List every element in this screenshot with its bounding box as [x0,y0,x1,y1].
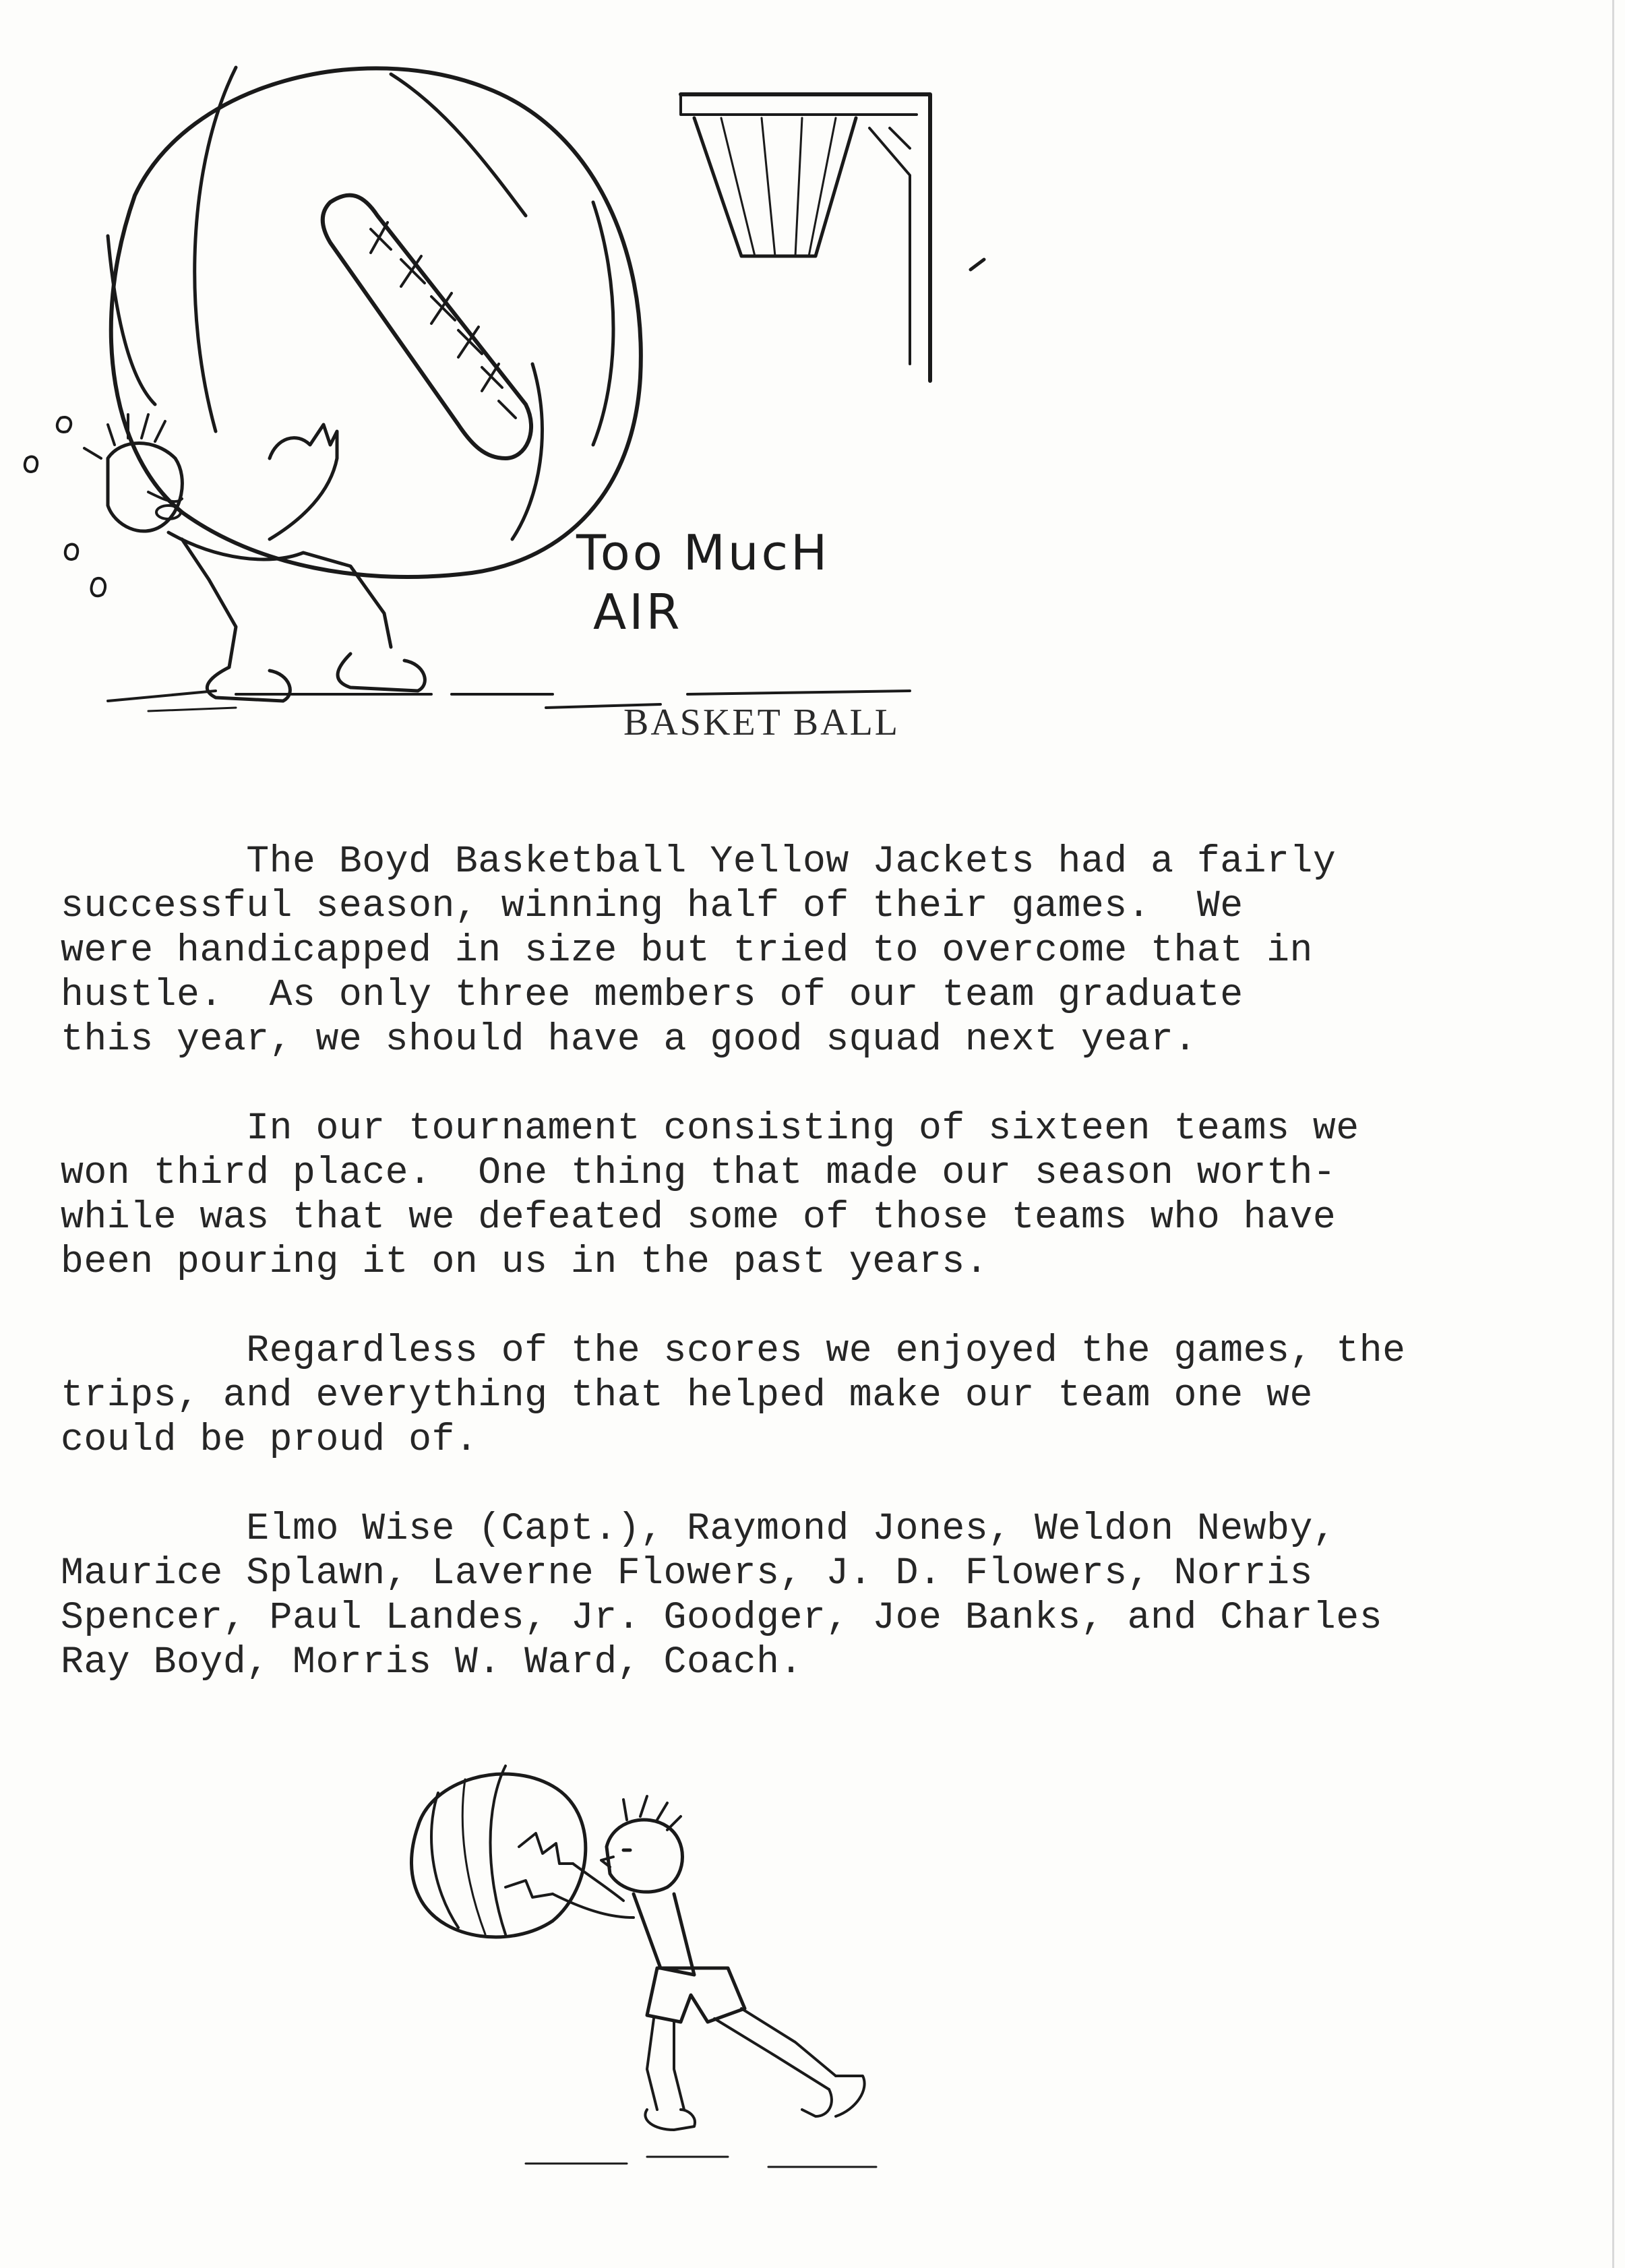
article-body [61,839,1604,1729]
cartoon-caption-line1: Too MucH [576,524,830,581]
section-title: BASKET BALL [623,702,900,743]
cartoon-giant-ball-illustration [13,27,1011,755]
cartoon-caption-line2: AIR [593,584,683,640]
paragraph-season: The Boyd Basketball Yellow Jackets had a fairly successful season, winning half of their games. We were handicapped in size but tried to overcome that in hustle. As only three members of our team graduate this year, we should have a good squad next year. [61,840,1337,1061]
paragraph-enjoyed: Regardless of the scores we enjoyed the games, the trips, and everything that helped make our team one we could be proud of. [61,1329,1406,1461]
paragraph-tournament: In our tournament consisting of sixteen teams we won third place. One thing that made our season worth- while was that we defeated some of those teams who have been pouring it on us in the past years. [61,1107,1359,1283]
scan-edge-line [1612,0,1614,2268]
paragraph-roster: Elmo Wise (Capt.), Raymond Jones, Weldon Newby, Maurice Splawn, Laverne Flowers, J. D. Flowers, Norris Spencer, Paul Landes, Jr. Goodger, Joe Banks, and Charles Ray Boyd, Morris W. Ward, Coach. [61,1507,1383,1684]
cartoon-boy-with-ball-illustration [391,1752,998,2211]
